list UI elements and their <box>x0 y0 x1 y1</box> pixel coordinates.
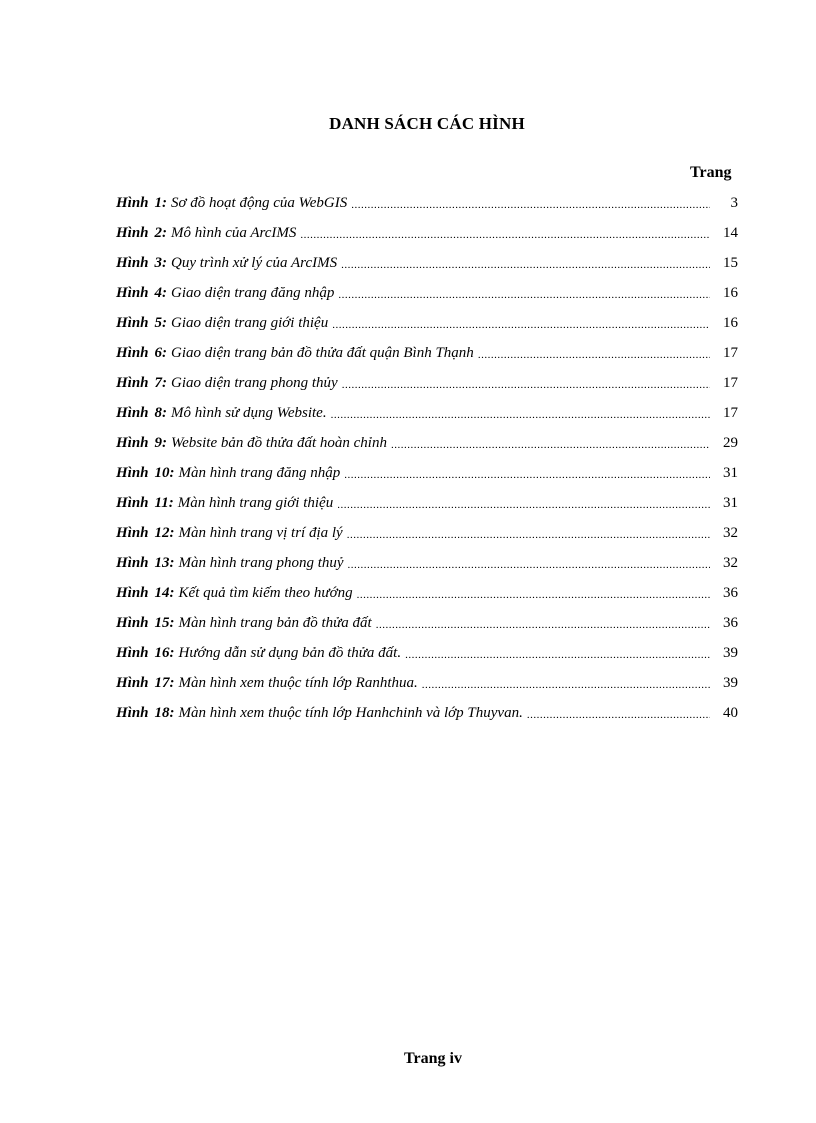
figure-page-number: 31 <box>723 494 738 511</box>
figure-caption: Sơ đồ hoạt động của WebGIS <box>171 194 348 211</box>
figure-entry[interactable] <box>116 638 738 668</box>
dot-leader <box>422 676 710 691</box>
figure-caption: Giao diện trang đăng nhập <box>171 284 335 301</box>
page-column-header: Trang <box>690 164 732 181</box>
figure-caption: Mô hình sử dụng Website. <box>171 404 327 421</box>
figure-caption: Giao diện trang phong thủy <box>171 374 338 391</box>
figure-caption: Website bản đồ thửa đất hoàn chỉnh <box>171 434 387 451</box>
figure-label <box>116 585 175 602</box>
figure-caption: Giao diện trang giới thiệu <box>171 314 329 331</box>
dot-leader <box>342 376 710 391</box>
figure-page-number: 16 <box>723 314 738 331</box>
figure-entry[interactable] <box>116 668 738 698</box>
figure-label <box>116 405 167 422</box>
page-footer: Trang iv <box>404 1050 462 1067</box>
figure-caption: Màn hình xem thuộc tính lớp Ranhthua. <box>178 674 418 691</box>
figure-page-number: 16 <box>723 284 738 301</box>
figure-page-number: 32 <box>723 554 738 571</box>
page-title: DANH SÁCH CÁC HÌNH <box>329 114 525 133</box>
figure-label <box>116 525 175 542</box>
dot-leader <box>341 256 710 271</box>
figure-entry[interactable] <box>116 428 738 458</box>
dot-leader <box>347 526 710 541</box>
dot-leader <box>338 286 710 301</box>
figure-number: 8: <box>154 404 168 421</box>
figure-number: 9: <box>154 434 168 451</box>
figure-caption: Mô hình của ArcIMS <box>171 224 297 241</box>
figure-number: 12: <box>154 524 175 541</box>
figure-label-word: Hình <box>116 224 149 241</box>
figure-label-word: Hình <box>116 194 149 211</box>
figure-caption: Màn hình trang đăng nhập <box>178 464 341 481</box>
dot-leader <box>391 436 710 451</box>
figure-entry[interactable] <box>116 458 738 488</box>
figure-label <box>116 555 175 572</box>
figure-number: 1: <box>154 194 168 211</box>
figure-number: 11: <box>154 494 174 511</box>
figure-number: 16: <box>154 644 175 661</box>
dot-leader <box>344 466 710 481</box>
figure-number: 5: <box>154 314 168 331</box>
figure-entry[interactable] <box>116 488 738 518</box>
figure-label <box>116 705 175 722</box>
figure-caption: Màn hình xem thuộc tính lớp Hanhchinh và lớp Thuyvan. <box>178 704 523 721</box>
dot-leader <box>300 226 710 241</box>
figure-page-number: 14 <box>723 224 738 241</box>
figure-page-number: 31 <box>723 464 738 481</box>
dot-leader <box>405 646 710 661</box>
dot-leader <box>351 196 710 211</box>
figure-number: 13: <box>154 554 175 571</box>
figure-label-word: Hình <box>116 584 149 601</box>
figure-page-number: 36 <box>723 584 738 601</box>
figure-number: 14: <box>154 584 175 601</box>
figure-page-number: 17 <box>723 344 738 361</box>
figure-label <box>116 375 167 392</box>
figure-label <box>116 345 167 362</box>
figure-label <box>116 255 167 272</box>
dot-leader <box>331 406 710 421</box>
figure-caption: Màn hình trang giới thiệu <box>177 494 334 511</box>
figure-caption: Màn hình trang bản đồ thửa đất <box>178 614 372 631</box>
figure-entry[interactable] <box>116 278 738 308</box>
figure-label <box>116 615 175 632</box>
figure-page-number: 15 <box>723 254 738 271</box>
figure-entry[interactable] <box>116 518 738 548</box>
figure-page-number: 40 <box>723 704 738 721</box>
figure-label <box>116 315 167 332</box>
figure-label-word: Hình <box>116 254 149 271</box>
figure-label-word: Hình <box>116 434 149 451</box>
figure-label <box>116 465 175 482</box>
figure-page-number: 32 <box>723 524 738 541</box>
figure-label <box>116 435 167 452</box>
figure-number: 10: <box>154 464 175 481</box>
figure-entry[interactable] <box>116 218 738 248</box>
figure-entry[interactable] <box>116 578 738 608</box>
figure-label-word: Hình <box>116 404 149 421</box>
dot-leader <box>478 346 710 361</box>
figure-caption: Quy trình xử lý của ArcIMS <box>171 254 338 271</box>
figure-page-number: 36 <box>723 614 738 631</box>
figure-entry[interactable] <box>116 398 738 428</box>
dot-leader <box>527 706 710 721</box>
figure-label-word: Hình <box>116 614 149 631</box>
figure-number: 7: <box>154 374 168 391</box>
figure-page-number: 17 <box>723 404 738 421</box>
dot-leader <box>348 556 710 571</box>
figure-caption: Hướng dẫn sử dụng bản đồ thửa đất. <box>178 644 402 661</box>
figure-number: 6: <box>154 344 168 361</box>
figure-label-word: Hình <box>116 374 149 391</box>
figure-label-word: Hình <box>116 314 149 331</box>
figure-page-number: 39 <box>723 644 738 661</box>
figure-label-word: Hình <box>116 284 149 301</box>
figure-entry[interactable] <box>116 548 738 578</box>
figure-number: 3: <box>154 254 168 271</box>
figure-label-word: Hình <box>116 524 149 541</box>
figure-page-number: 29 <box>723 434 738 451</box>
dot-leader <box>337 496 710 511</box>
figure-label-word: Hình <box>116 644 149 661</box>
figure-label-word: Hình <box>116 674 149 691</box>
figure-label-word: Hình <box>116 554 149 571</box>
dot-leader <box>376 616 710 631</box>
figure-number: 17: <box>154 674 175 691</box>
figure-page-number: 39 <box>723 674 738 691</box>
figure-label-word: Hình <box>116 464 149 481</box>
figure-entry[interactable] <box>116 338 738 368</box>
figure-label <box>116 195 167 212</box>
figure-label <box>116 675 175 692</box>
figure-list <box>116 188 738 728</box>
figure-entry[interactable] <box>116 608 738 638</box>
figure-caption: Màn hình trang vị trí địa lý <box>178 524 343 541</box>
figure-number: 4: <box>154 284 168 301</box>
figure-label <box>116 645 175 662</box>
figure-caption: Kết quả tìm kiếm theo hướng <box>178 584 353 601</box>
figure-number: 15: <box>154 614 175 631</box>
figure-label <box>116 225 167 242</box>
figure-label <box>116 495 174 512</box>
figure-entry[interactable] <box>116 188 738 218</box>
figure-entry[interactable] <box>116 368 738 398</box>
dot-leader <box>332 316 710 331</box>
figure-entry[interactable] <box>116 248 738 278</box>
dot-leader <box>357 586 710 601</box>
figure-number: 18: <box>154 704 175 721</box>
figure-label <box>116 285 167 302</box>
figure-page-number: 3 <box>730 194 738 211</box>
figure-number: 2: <box>154 224 168 241</box>
figure-caption: Màn hình trang phong thuỷ <box>178 554 344 571</box>
figure-label-word: Hình <box>116 494 149 511</box>
figure-entry[interactable] <box>116 308 738 338</box>
figure-caption: Giao diện trang bản đồ thửa đất quận Bình Thạnh <box>171 344 474 361</box>
figure-entry[interactable] <box>116 698 738 728</box>
figure-page-number: 17 <box>723 374 738 391</box>
figure-label-word: Hình <box>116 344 149 361</box>
figure-label-word: Hình <box>116 704 149 721</box>
